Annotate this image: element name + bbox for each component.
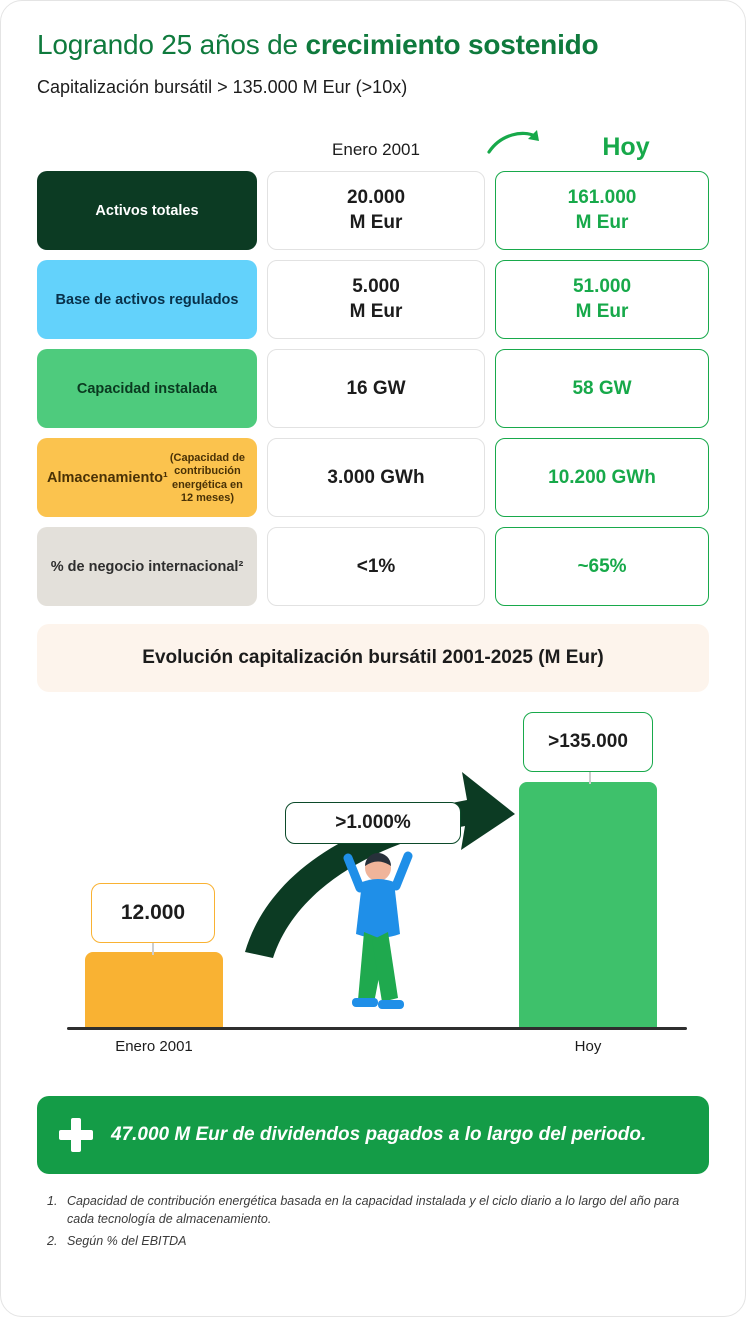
- bar-hoy: [519, 782, 657, 1027]
- cell-gap: [257, 527, 267, 606]
- cell-gap: [257, 260, 267, 339]
- plus-icon: [59, 1118, 93, 1152]
- row-value-then: 16 GW: [267, 349, 485, 428]
- bar-enero-2001: [85, 952, 223, 1027]
- comparison-column-headers: [37, 120, 709, 162]
- table-row: [37, 438, 709, 517]
- cell-gap: [485, 438, 495, 517]
- dividend-banner: [37, 1096, 709, 1174]
- footnote-number: 1.: [47, 1194, 58, 1209]
- comparison-rows: [37, 171, 709, 606]
- cell-gap: [485, 349, 495, 428]
- row-value-then: 3.000 GWh: [267, 438, 485, 517]
- page-subtitle: Capitalización bursátil > 135.000 M Eur (>10x): [37, 77, 408, 98]
- cell-gap: [485, 260, 495, 339]
- footnotes: [47, 1192, 709, 1250]
- dividend-text: 47.000 M Eur de dividendos pagados a lo largo del periodo.: [111, 1124, 647, 1146]
- title-bold: crecimiento sostenido: [305, 29, 599, 60]
- table-row: [37, 527, 709, 606]
- chart-title-banner: Evolución capitalización bursátil 2001-2025 (M Eur): [37, 624, 709, 692]
- footnote-item: [47, 1232, 709, 1250]
- footnote-number: 2.: [47, 1234, 58, 1249]
- footnote-text: Capacidad de contribución energética basada en la capacidad instalada y el ciclo diario a lo largo del año para cada tecnología de almacenamiento.: [67, 1194, 680, 1227]
- value-label-hoy: >135.000: [523, 712, 653, 772]
- callout-stem-left: [152, 943, 154, 955]
- cell-gap: [485, 171, 495, 250]
- transition-arrow-icon: [485, 128, 543, 162]
- row-value-then: 20.000 M Eur: [267, 171, 485, 250]
- row-label: Activos totales: [37, 171, 257, 250]
- table-row: [37, 260, 709, 339]
- page-title: [37, 29, 709, 61]
- comparison-table: [1, 98, 745, 606]
- row-value-then: 5.000 M Eur: [267, 260, 485, 339]
- row-value-then: <1%: [267, 527, 485, 606]
- cell-gap: [257, 438, 267, 517]
- header: [1, 1, 745, 98]
- x-axis-label-hoy: Hoy: [574, 1038, 602, 1056]
- callout-stem-right: [589, 772, 591, 784]
- row-sublabel: (Capacidad de contribución energética en 12 meses): [169, 451, 246, 505]
- row-label: Capacidad instalada: [37, 349, 257, 428]
- column-header-now: Hoy: [602, 133, 650, 162]
- row-value-now: 58 GW: [495, 349, 709, 428]
- row-label: % de negocio internacional²: [37, 527, 257, 606]
- title-normal: Logrando 25 años de: [37, 29, 306, 60]
- cell-gap: [257, 171, 267, 250]
- growth-percent-label: >1.000%: [285, 802, 461, 844]
- x-axis-label-enero-2001: Enero 2001: [115, 1038, 193, 1056]
- row-value-now: 10.200 GWh: [495, 438, 709, 517]
- footnote-text: Según % del EBITDA: [67, 1234, 187, 1249]
- bar-chart: [37, 702, 709, 1082]
- row-value-now: 161.000 M Eur: [495, 171, 709, 250]
- row-value-now: ~65%: [495, 527, 709, 606]
- table-row: [37, 349, 709, 428]
- person-illustration: [312, 824, 452, 1034]
- footnote-item: [47, 1192, 709, 1228]
- cell-gap: [257, 349, 267, 428]
- cell-gap: [485, 527, 495, 606]
- column-header-then: Enero 2001: [332, 140, 420, 160]
- chart-baseline: [67, 1027, 687, 1030]
- table-row: [37, 171, 709, 250]
- row-label: Almacenamiento¹ (Capacidad de contribución energética en 12 meses): [37, 438, 257, 517]
- row-value-now: 51.000 M Eur: [495, 260, 709, 339]
- value-label-enero-2001: 12.000: [91, 883, 215, 943]
- row-label: Base de activos regulados: [37, 260, 257, 339]
